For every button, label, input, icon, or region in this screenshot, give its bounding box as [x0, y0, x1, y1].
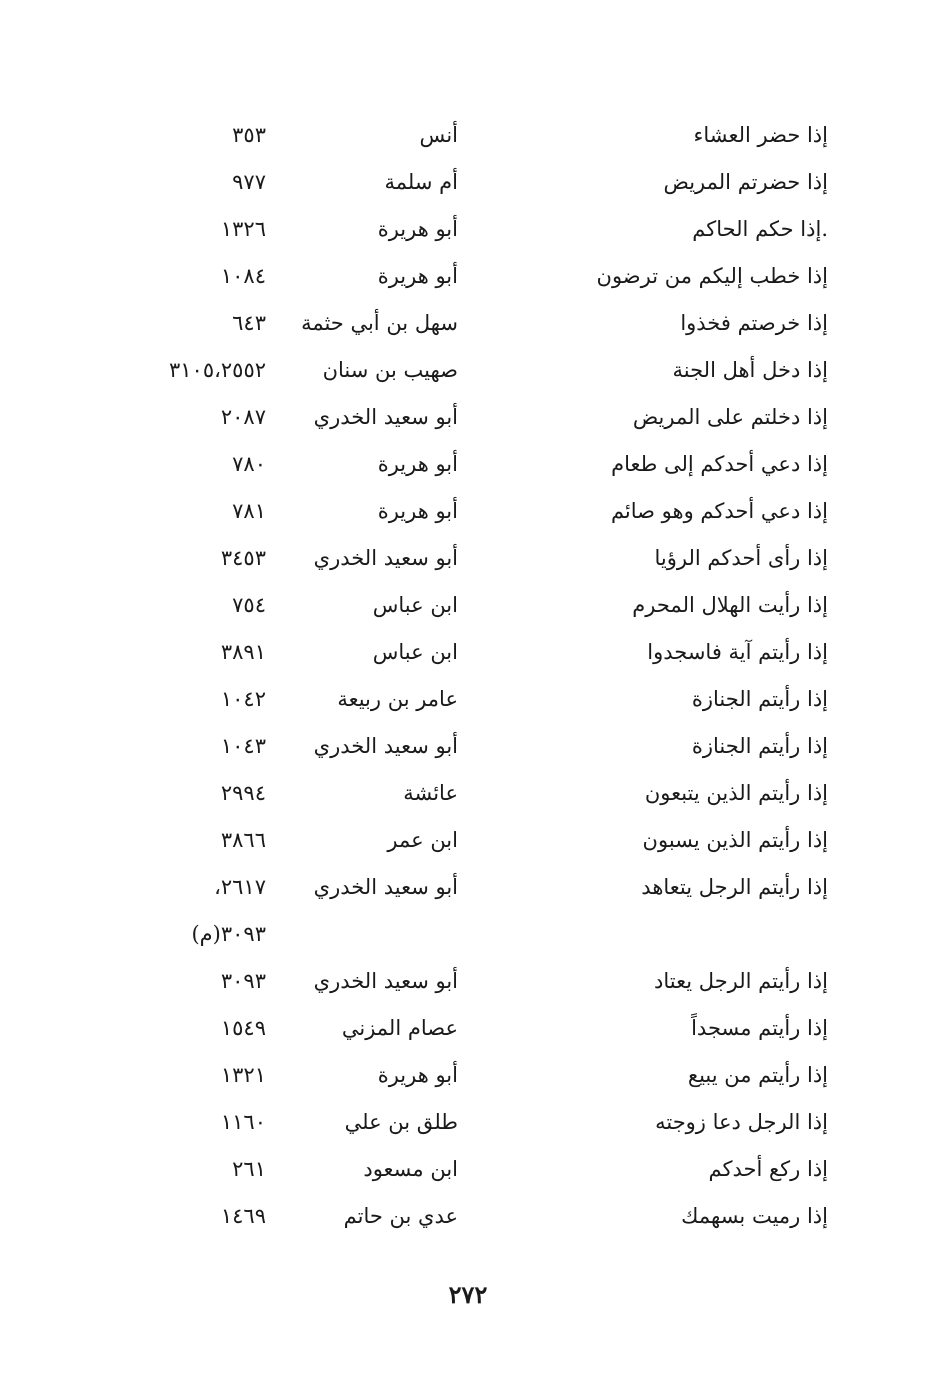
hadith-text: إذا رأيتم مسجداً [691, 1016, 828, 1040]
narrator-name: طلق بن علي [344, 1110, 458, 1134]
narrator-name: أبو هريرة [377, 264, 458, 288]
narrator-name: ابن مسعود [363, 1157, 458, 1181]
index-row [0, 1146, 936, 1193]
hadith-text: إذا حضرتم المريض [663, 170, 828, 194]
hadith-text: إذا الرجل دعا زوجته [655, 1110, 828, 1134]
hadith-reference-number: ٣٠٩٣ [220, 969, 266, 993]
index-row [0, 723, 936, 770]
hadith-text: إذا رأى أحدكم الرؤيا [654, 546, 828, 570]
narrator-name: أبو هريرة [377, 499, 458, 523]
hadith-text: إذا حضر العشاء [693, 123, 828, 147]
hadith-reference-number: ١٥٤٩ [220, 1016, 266, 1040]
index-row [0, 535, 936, 582]
narrator-name: أبو هريرة [377, 452, 458, 476]
index-row [0, 300, 936, 347]
index-row [0, 441, 936, 488]
hadith-reference-number: ٣٨٩١ [220, 640, 266, 664]
hadith-text: إذا رأيتم الرجل يتعاهد [641, 875, 828, 899]
index-row [0, 206, 936, 253]
narrator-name: أبو سعيد الخدري [313, 875, 458, 899]
hadith-text: إذا رميت بسهمك [681, 1204, 828, 1228]
index-row [0, 347, 936, 394]
narrator-name: عائشة [403, 781, 458, 805]
narrator-name: صهيب بن سنان [322, 358, 458, 382]
hadith-text: إذا رأيتم الرجل يعتاد [654, 969, 828, 993]
index-row [0, 112, 936, 159]
hadith-reference-number: ٣٠٩٣(م) [191, 922, 266, 946]
hadith-text: إذا خطب إليكم من ترضون [596, 264, 828, 288]
narrator-name: ابن عمر [387, 828, 458, 852]
narrator-name: أبو سعيد الخدري [313, 405, 458, 429]
hadith-text: إذا دعي أحدكم إلى طعام [611, 452, 828, 476]
index-row [0, 770, 936, 817]
hadith-reference-number: ٦٤٣ [232, 311, 266, 335]
index-row [0, 1005, 936, 1052]
index-row [0, 1052, 936, 1099]
index-row [0, 394, 936, 441]
page-number: ٢٧٢ [448, 1280, 488, 1309]
hadith-reference-number: ٩٧٧ [232, 170, 266, 194]
hadith-text: إذا دخل أهل الجنة [672, 358, 828, 382]
index-row [0, 629, 936, 676]
hadith-reference-number: ٣٨٦٦ [220, 828, 266, 852]
hadith-text: إذا رأيتم آية فاسجدوا [647, 640, 828, 664]
narrator-name: ابن عباس [372, 593, 458, 617]
narrator-name: عامر بن ربيعة [337, 687, 458, 711]
hadith-reference-number: ١٠٤٢ [220, 687, 266, 711]
index-row [0, 488, 936, 535]
hadith-reference-number: ٧٨١ [232, 499, 266, 523]
hadith-text: .إذا حكم الحاكم [692, 217, 828, 241]
index-row [0, 159, 936, 206]
hadith-text: إذا رأيتم من يبيع [687, 1063, 828, 1087]
index-row [0, 253, 936, 300]
hadith-text: إذا ركع أحدكم [708, 1157, 828, 1181]
hadith-reference-number: ١٠٤٣ [220, 734, 266, 758]
narrator-name: أبو سعيد الخدري [313, 734, 458, 758]
narrator-name: أبو سعيد الخدري [313, 969, 458, 993]
narrator-name: أبو هريرة [377, 1063, 458, 1087]
index-row [0, 911, 936, 958]
narrator-name: أنس [419, 123, 458, 147]
hadith-text: إذا رأيت الهلال المحرم [632, 593, 828, 617]
hadith-text: إذا دخلتم على المريض [632, 405, 828, 429]
hadith-reference-number: ١٣٢٦ [220, 217, 266, 241]
narrator-name: عدي بن حاتم [343, 1204, 458, 1228]
narrator-name: سهل بن أبي حثمة [301, 311, 458, 335]
hadith-reference-number: ٢٦١٧، [214, 875, 266, 899]
hadith-text: إذا خرصتم فخذوا [680, 311, 828, 335]
hadith-reference-number: ٢٩٩٤ [220, 781, 266, 805]
hadith-reference-number: ١٠٨٤ [220, 264, 266, 288]
index-row [0, 1193, 936, 1240]
index-row [0, 864, 936, 911]
narrator-name: أبو سعيد الخدري [313, 546, 458, 570]
hadith-reference-number: ٧٨٠ [232, 452, 266, 476]
index-row [0, 817, 936, 864]
hadith-reference-number: ٧٥٤ [232, 593, 266, 617]
hadith-reference-number: ١٤٦٩ [220, 1204, 266, 1228]
hadith-index-table [0, 112, 936, 1240]
hadith-text: إذا رأيتم الجنازة [691, 687, 828, 711]
hadith-reference-number: ٣٥٣ [232, 123, 266, 147]
narrator-name: ابن عباس [372, 640, 458, 664]
narrator-name: عصام المزني [341, 1016, 458, 1040]
index-row [0, 582, 936, 629]
narrator-name: أبو هريرة [377, 217, 458, 241]
index-row [0, 958, 936, 1005]
hadith-reference-number: ١١٦٠ [220, 1110, 266, 1134]
hadith-text: إذا رأيتم الجنازة [691, 734, 828, 758]
index-row [0, 676, 936, 723]
hadith-text: إذا رأيتم الذين يسبون [642, 828, 828, 852]
hadith-reference-number: ٢٠٨٧ [220, 405, 266, 429]
hadith-reference-number: ١٣٢١ [220, 1063, 266, 1087]
index-row [0, 1099, 936, 1146]
narrator-name: أم سلمة [384, 170, 458, 194]
hadith-reference-number: ٣٤٥٣ [220, 546, 266, 570]
hadith-reference-number: ٢٦١ [232, 1157, 266, 1181]
hadith-reference-number: ٣١٠٥،٢٥٥٢ [168, 358, 266, 382]
hadith-text: إذا دعي أحدكم وهو صائم [610, 499, 828, 523]
hadith-text: إذا رأيتم الذين يتبعون [644, 781, 828, 805]
